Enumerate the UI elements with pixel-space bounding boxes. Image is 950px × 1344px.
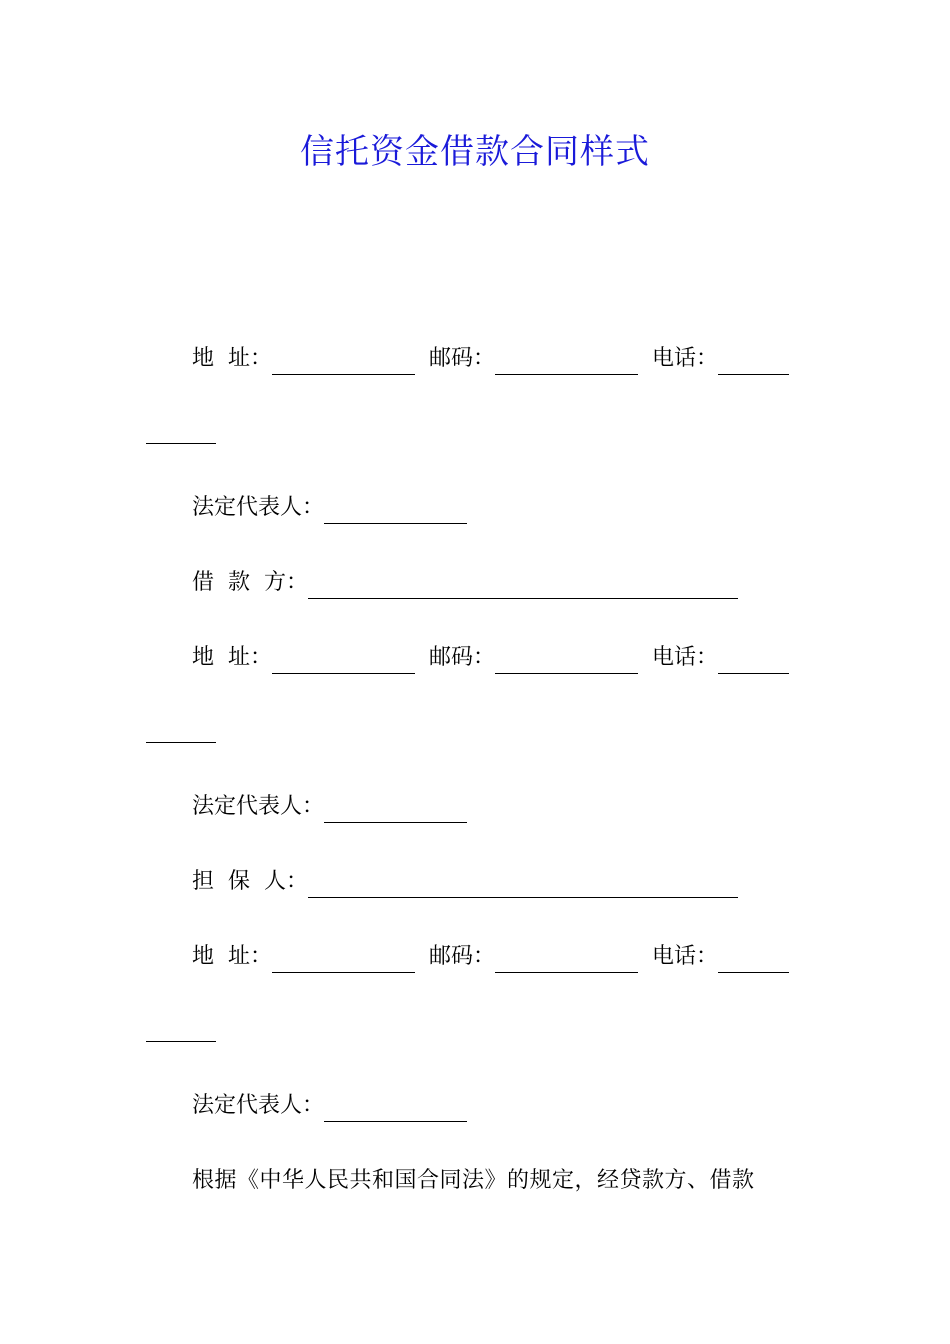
phone-label: 电话： <box>652 944 719 969</box>
borrower-blank[interactable] <box>308 570 738 599</box>
phone-label: 电话： <box>652 346 719 371</box>
borrower-line <box>192 567 752 599</box>
phone-label: 电话： <box>652 645 719 670</box>
address-line-3 <box>192 941 789 973</box>
address-line-1 <box>192 343 789 375</box>
address-label: 地 址： <box>192 645 272 670</box>
address-label: 地 址： <box>192 944 272 969</box>
address-blank[interactable] <box>272 346 415 375</box>
phone-blank-continued[interactable] <box>146 443 216 444</box>
zip-label: 邮码： <box>429 346 496 371</box>
address-line-2 <box>192 642 789 674</box>
rep-blank[interactable] <box>324 794 467 823</box>
rep-label: 法定代表人： <box>192 495 325 520</box>
rep-blank[interactable] <box>324 495 467 524</box>
address-label: 地 址： <box>192 346 272 371</box>
phone-blank-continued[interactable] <box>146 1041 216 1042</box>
address-blank[interactable] <box>272 944 415 973</box>
phone-blank[interactable] <box>718 346 789 375</box>
body-paragraph: 根据《中华人民共和国合同法》的规定，经贷款方、借款 <box>192 1168 755 1193</box>
rep-line-1 <box>192 492 481 524</box>
zip-blank[interactable] <box>495 346 638 375</box>
rep-line-2 <box>192 791 481 823</box>
phone-blank[interactable] <box>718 645 789 674</box>
phone-blank[interactable] <box>718 944 789 973</box>
zip-label: 邮码： <box>429 944 496 969</box>
phone-blank-continued[interactable] <box>146 742 216 743</box>
zip-blank[interactable] <box>495 645 638 674</box>
rep-label: 法定代表人： <box>192 1093 325 1118</box>
zip-label: 邮码： <box>429 645 496 670</box>
address-blank[interactable] <box>272 645 415 674</box>
rep-blank[interactable] <box>324 1093 467 1122</box>
rep-label: 法定代表人： <box>192 794 325 819</box>
guarantor-blank[interactable] <box>308 869 738 898</box>
borrower-label: 借 款 方： <box>192 570 308 595</box>
guarantor-line <box>192 866 752 898</box>
document-title: 信托资金借款合同样式 <box>300 132 650 172</box>
rep-line-3 <box>192 1090 481 1122</box>
zip-blank[interactable] <box>495 944 638 973</box>
guarantor-label: 担 保 人： <box>192 869 308 894</box>
